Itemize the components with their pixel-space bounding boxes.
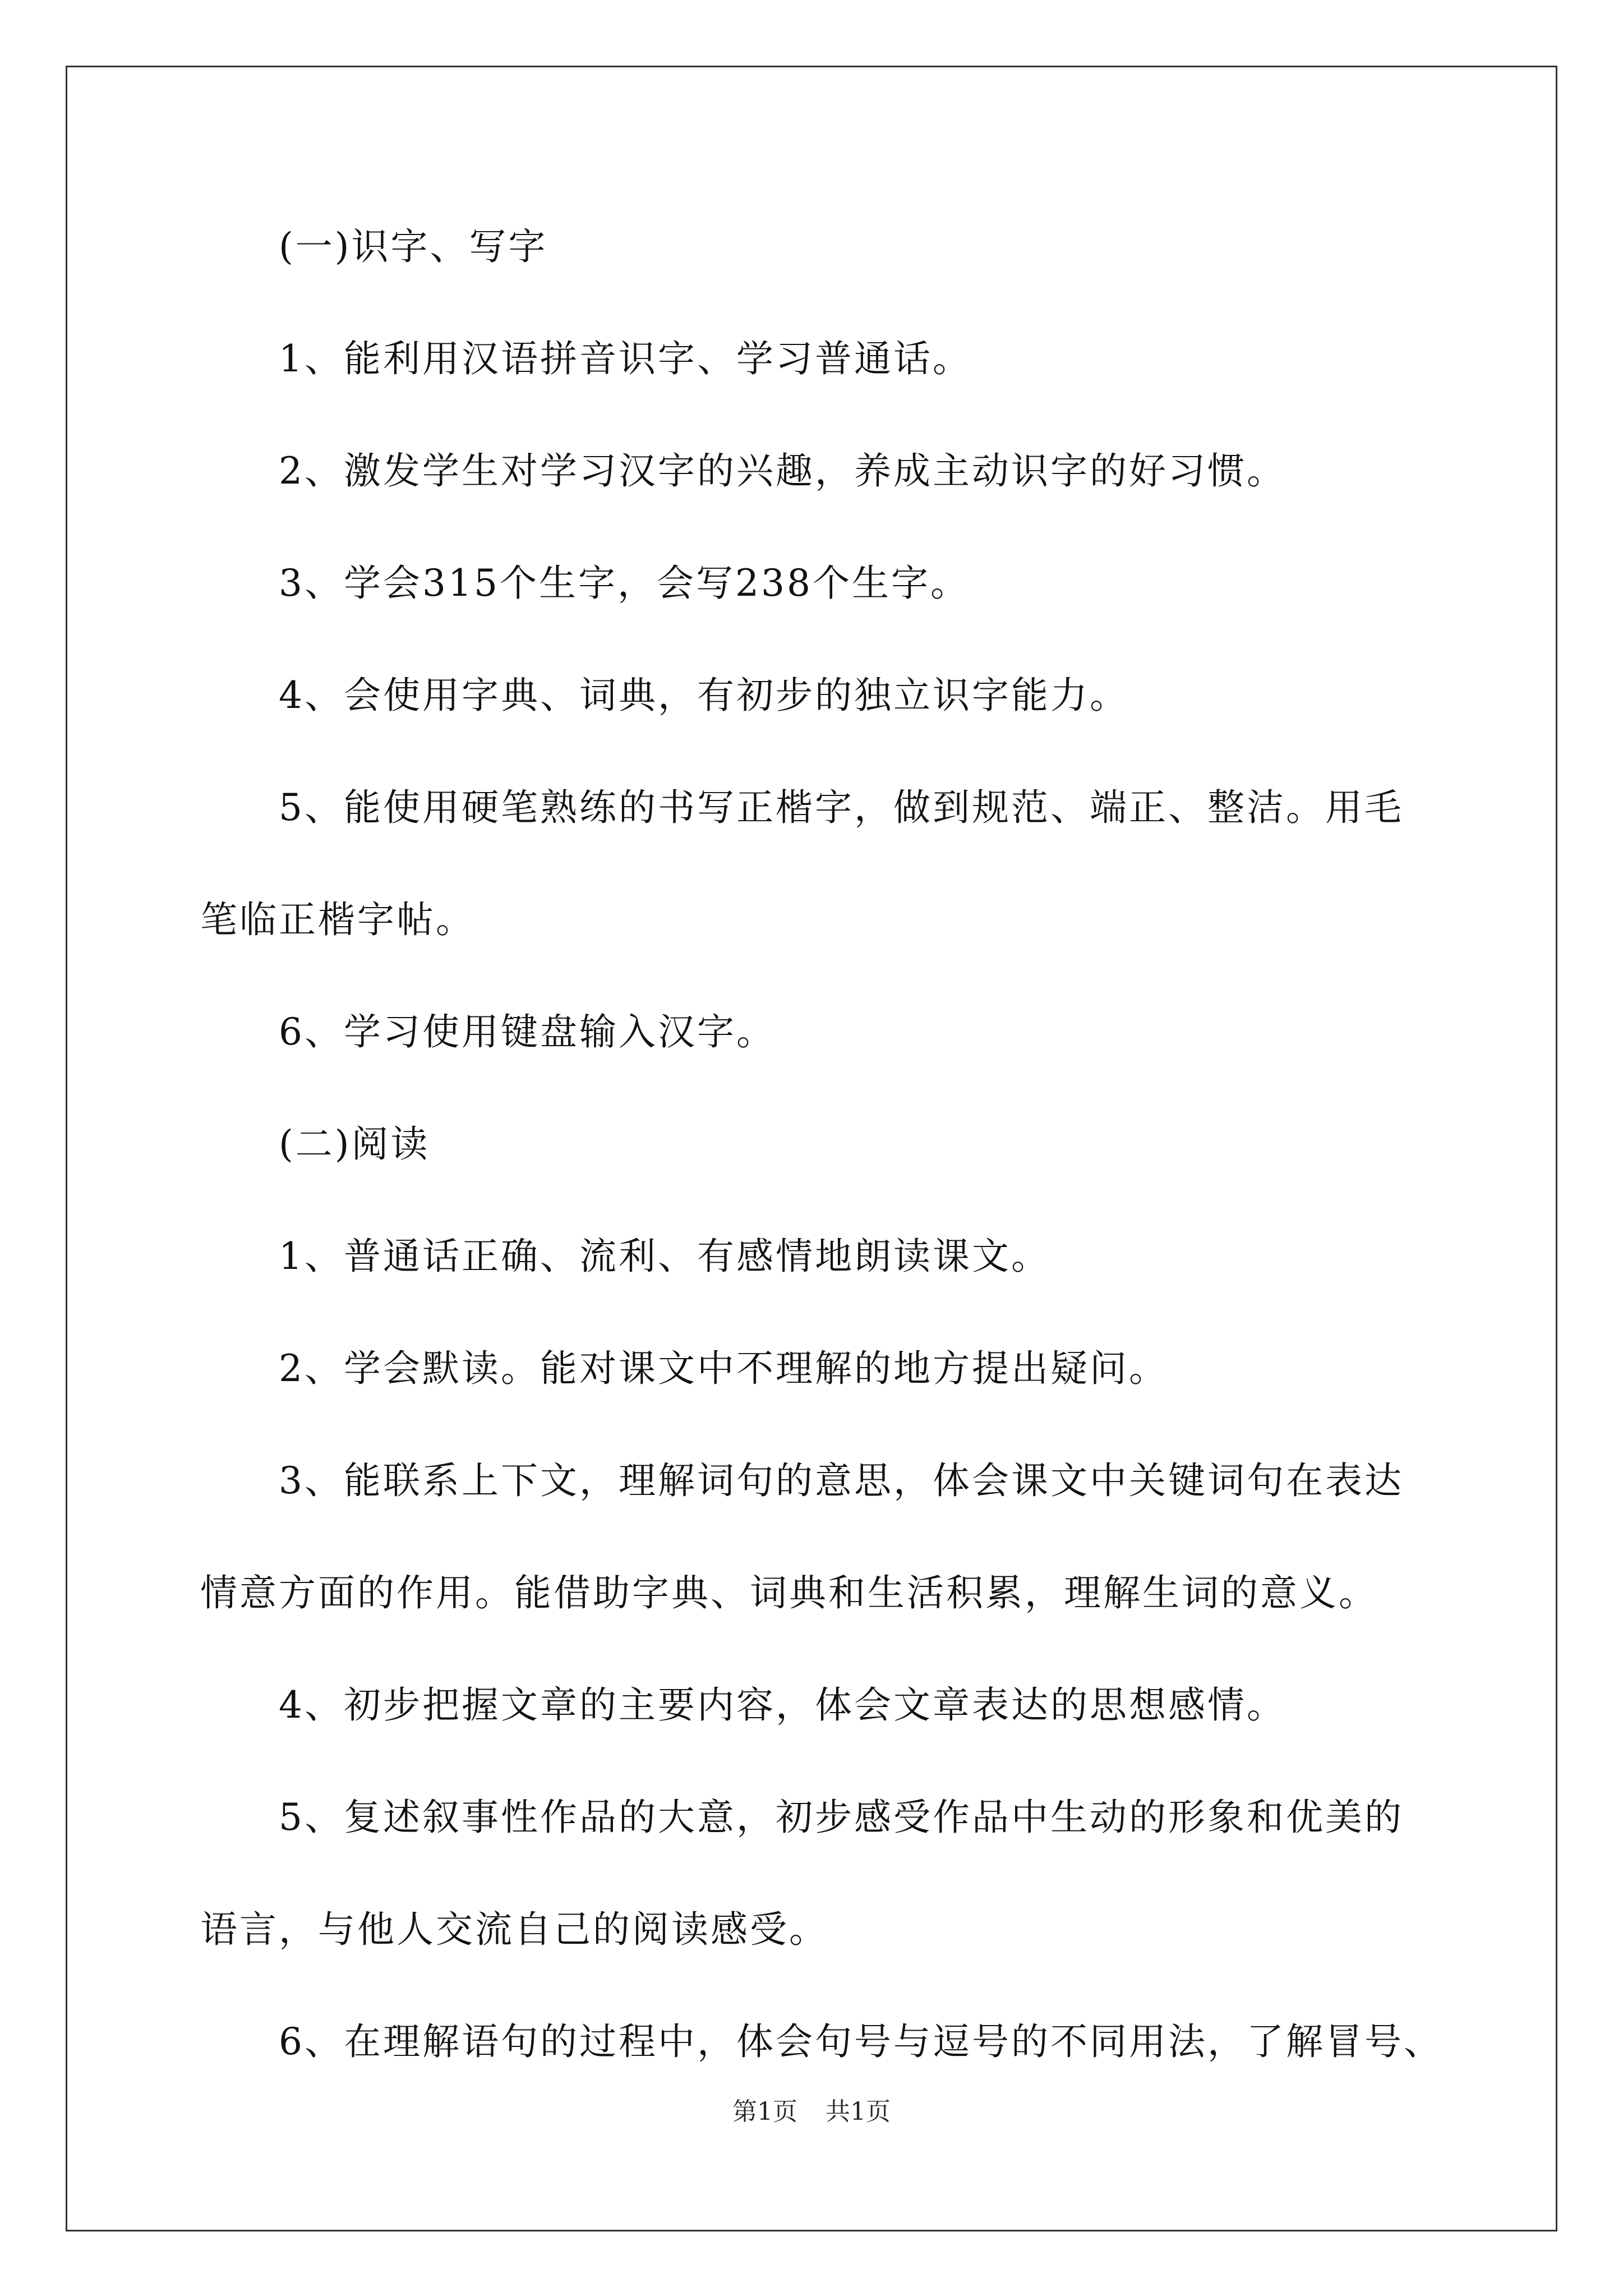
- paragraph-line: 情意方面的作用。能借助字典、词典和生活积累，理解生词的意义。: [200, 1571, 1378, 1614]
- paragraph-line: 6、学习使用键盘输入汉字。: [279, 1010, 776, 1053]
- paragraph-line: 2、激发学生对学习汉字的兴趣，养成主动识字的好习惯。: [279, 449, 1286, 493]
- page-number: 第1页: [732, 2097, 797, 2126]
- paragraph-line: 1、普通话正确、流利、有感情地朗读课文。: [279, 1235, 1050, 1278]
- page-count: 共1页: [826, 2097, 891, 2126]
- paragraph-line: 3、学会315个生字，会写238个生字。: [279, 562, 970, 605]
- section-heading-reading: (二)阅读: [279, 1122, 430, 1166]
- page-footer: [0, 2095, 1623, 2129]
- paragraph-line: 5、能使用硬笔熟练的书写正楷字，做到规范、端正、整洁。用毛: [279, 786, 1404, 829]
- paragraph-line: 4、初步把握文章的主要内容，体会文章表达的思想感情。: [279, 1683, 1286, 1727]
- paragraph-line: 笔临正楷字帖。: [200, 898, 475, 941]
- paragraph-line: 5、复述叙事性作品的大意，初步感受作品中生动的形象和优美的: [279, 1796, 1404, 1839]
- section-heading-literacy: (一)识字、写字: [279, 225, 548, 268]
- paragraph-line: 语言，与他人交流自己的阅读感受。: [200, 1908, 828, 1951]
- paragraph-line: 2、学会默读。能对课文中不理解的地方提出疑问。: [279, 1347, 1168, 1390]
- paragraph-line: 3、能联系上下文，理解词句的意思，体会课文中关键词句在表达: [279, 1459, 1404, 1502]
- paragraph-line: 4、会使用字典、词典，有初步的独立识字能力。: [279, 674, 1129, 717]
- paragraph-line: 6、在理解语句的过程中，体会句号与逗号的不同用法，了解冒号、: [279, 2020, 1443, 2063]
- paragraph-line: 1、能利用汉语拼音识字、学习普通话。: [279, 337, 972, 380]
